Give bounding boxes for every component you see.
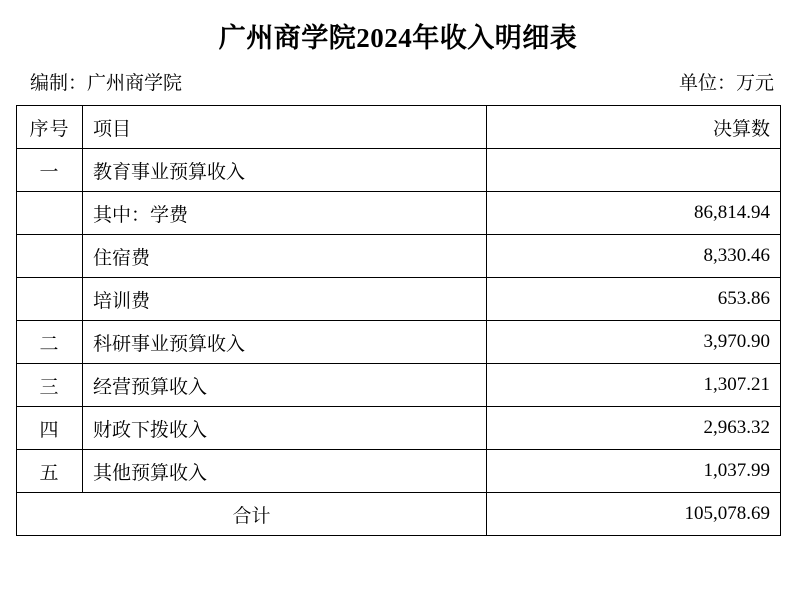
row-item: 财政下拨收入 xyxy=(83,407,487,450)
row-seq: 一 xyxy=(17,149,83,192)
table-row xyxy=(17,407,781,450)
row-value: 86,814.94 xyxy=(487,192,781,235)
row-value: 1,307.21 xyxy=(487,364,781,407)
row-item: 科研事业预算收入 xyxy=(83,321,487,364)
row-item: 其他预算收入 xyxy=(83,450,487,493)
income-detail-table xyxy=(16,105,781,536)
row-value: 2,963.32 xyxy=(487,407,781,450)
row-item: 教育事业预算收入 xyxy=(83,149,487,192)
document-page xyxy=(0,22,796,596)
row-item: 其中：学费 xyxy=(83,192,487,235)
page-title: 广州商学院2024年收入明细表 xyxy=(218,23,578,53)
table-row xyxy=(17,235,781,278)
total-label: 合计 xyxy=(17,493,487,536)
table-row xyxy=(17,149,781,192)
column-header-item: 项目 xyxy=(83,106,487,149)
row-item: 住宿费 xyxy=(83,235,487,278)
prepared-by-label: 编制：广州商学院 xyxy=(30,73,183,95)
row-seq: 五 xyxy=(17,450,83,493)
row-seq xyxy=(17,192,83,235)
table-row xyxy=(17,450,781,493)
table-row xyxy=(17,192,781,235)
column-header-value: 决算数 xyxy=(487,106,781,149)
table-row xyxy=(17,321,781,364)
column-header-seq: 序号 xyxy=(17,106,83,149)
row-value xyxy=(487,149,781,192)
row-seq: 二 xyxy=(17,321,83,364)
row-seq: 三 xyxy=(17,364,83,407)
row-item: 培训费 xyxy=(83,278,487,321)
row-value: 3,970.90 xyxy=(487,321,781,364)
table-row xyxy=(17,364,781,407)
table-header-row xyxy=(17,106,781,149)
table-body xyxy=(17,106,781,536)
row-value: 653.86 xyxy=(487,278,781,321)
row-seq xyxy=(17,278,83,321)
row-value: 1,037.99 xyxy=(487,450,781,493)
meta-row xyxy=(16,68,780,95)
unit-label: 单位：万元 xyxy=(678,73,774,95)
table-total-row xyxy=(17,493,781,536)
total-value: 105,078.69 xyxy=(487,493,781,536)
row-value: 8,330.46 xyxy=(487,235,781,278)
row-seq: 四 xyxy=(17,407,83,450)
row-seq xyxy=(17,235,83,278)
row-item: 经营预算收入 xyxy=(83,364,487,407)
table-row xyxy=(17,278,781,321)
